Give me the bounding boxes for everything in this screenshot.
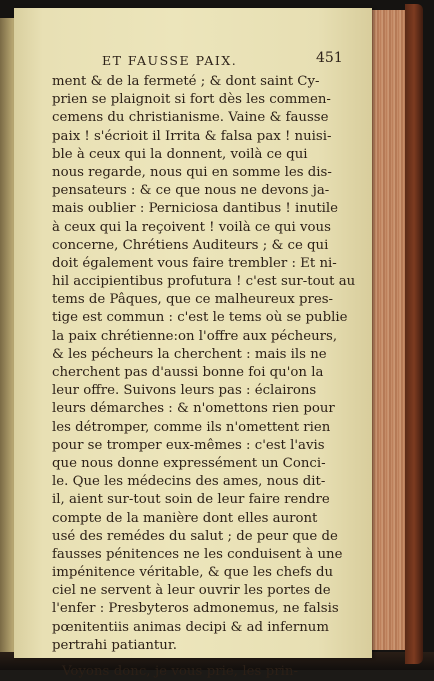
text-line: concerne, Chrétiens Auditeurs ; & ce qui	[52, 237, 329, 253]
text-line: pœnitentiis animas decipi & ad infernum	[52, 619, 329, 635]
text-line: pour se tromper eux-mêmes : c'est l'avis	[52, 437, 325, 453]
text-line: paix ! s'écrioit il Irrita & falsa pax ! nuisi-	[52, 128, 332, 144]
text-line: la paix chrétienne:on l'offre aux pécheurs,	[52, 328, 338, 344]
text-line: leurs démarches : & n'omettons rien pour	[52, 401, 335, 417]
text-line: nous regarde, nous qui en somme les dis-	[52, 164, 332, 180]
text-line: usé des remédes du salut ; de peur que de	[52, 528, 338, 544]
body-text	[52, 73, 356, 681]
text-line: ment & de la fermeté ; & dont saint Cy-	[52, 74, 320, 89]
text-line: doit également vous faire trembler : Et ni-	[52, 255, 337, 271]
text-line: compte de la manière dont elles auront	[52, 510, 318, 526]
running-head: ET FAUSSE PAIX.	[102, 53, 238, 68]
text-line: pertrahi patiantur.	[52, 637, 177, 653]
text-line: & les pécheurs la cherchent : mais ils ne	[52, 346, 327, 362]
text-line: leur offre. Suivons leurs pas : éclairons	[52, 383, 317, 399]
text-line: le. Que les médecins des ames, nous dit-	[52, 474, 326, 490]
page-number: 451	[316, 50, 343, 66]
paragraph-gap	[52, 655, 298, 663]
text-line: tige est commun : c'est le tems où se publie	[52, 310, 348, 326]
text-line: à ceux qui la reçoivent ! voilà ce qui vous	[52, 219, 331, 235]
text-line: mais oublier : Perniciosa dantibus ! inutile	[52, 201, 339, 217]
closing-line: Voyons donc, je vous prie, les prin-	[62, 664, 298, 679]
text-line: cherchent pas d'aussi bonne foi qu'on la	[52, 365, 324, 380]
text-line: pensateurs : & ce que nous ne devons ja-	[52, 183, 330, 199]
text-line: ciel ne servent à leur ouvrir les portes de	[52, 583, 331, 599]
text-line: hil accipientibus profutura ! c'est sur-tout au	[52, 274, 356, 290]
book-cover-edge	[405, 4, 423, 664]
text-line: il, aient sur-tout soin de leur faire rendre	[52, 492, 330, 508]
text-line: impénitence véritable, & que les chefs du	[52, 565, 334, 581]
text-line: tems de Pâques, que ce malheureux pres-	[52, 292, 334, 308]
text-line: que nous donne expressément un Conci-	[52, 455, 326, 471]
text-line: les détromper, comme ils n'omettent rien	[52, 419, 331, 435]
text-line: cemens du christianisme. Vaine & fausse	[52, 110, 329, 126]
text-line: l'enfer : Presbyteros admonemus, ne falsis	[52, 601, 339, 617]
text-line: fausses pénitences ne les conduisent à une	[52, 546, 343, 562]
text-line: prien se plaignoit si fort dès les commen-	[52, 92, 331, 108]
text-line: ble à ceux qui la donnent, voilà ce qui	[52, 146, 308, 162]
